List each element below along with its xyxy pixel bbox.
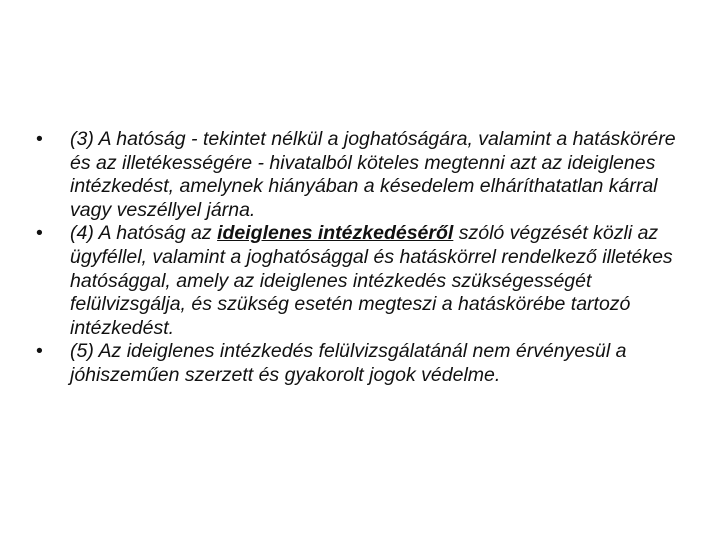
bullet-dot: • bbox=[36, 340, 43, 363]
list-item bbox=[36, 128, 686, 222]
paragraph-4-emphasis: ideiglenes intézkedéséről bbox=[217, 222, 454, 245]
list-item bbox=[36, 222, 686, 340]
list-item bbox=[36, 340, 686, 387]
paragraph-4-text-after: szóló végzését közli az ügyféllel, valamint a joghatósággal és hatáskörrel rendelkező illetékes hatósággal, amely az ideiglenes intézkedés szükségességét felülvizsgálja, és szükség esetén megteszi a hatáskörébe tartozó intézkedést. bbox=[70, 222, 673, 339]
paragraph-3-text: (3) A hatóság - tekintet nélkül a joghatóságára, valamint a hatáskörére és az illetékességére - hivatalból köteles megtenni azt az ideiglenes intézkedést, amelynek hiányában a késedelem elháríthatatlan kárral vagy veszéllyel járna. bbox=[70, 128, 676, 221]
paragraph-5-text: (5) Az ideiglenes intézkedés felülvizsgálatánál nem érvényesül a jóhiszeműen szerzett és gyakorolt jogok védelme. bbox=[70, 340, 627, 386]
bullet-dot: • bbox=[36, 128, 43, 150]
bullet-list bbox=[36, 128, 686, 388]
paragraph-4-text-before: (4) A hatóság az bbox=[70, 222, 218, 245]
bullet-dot: • bbox=[36, 222, 43, 245]
